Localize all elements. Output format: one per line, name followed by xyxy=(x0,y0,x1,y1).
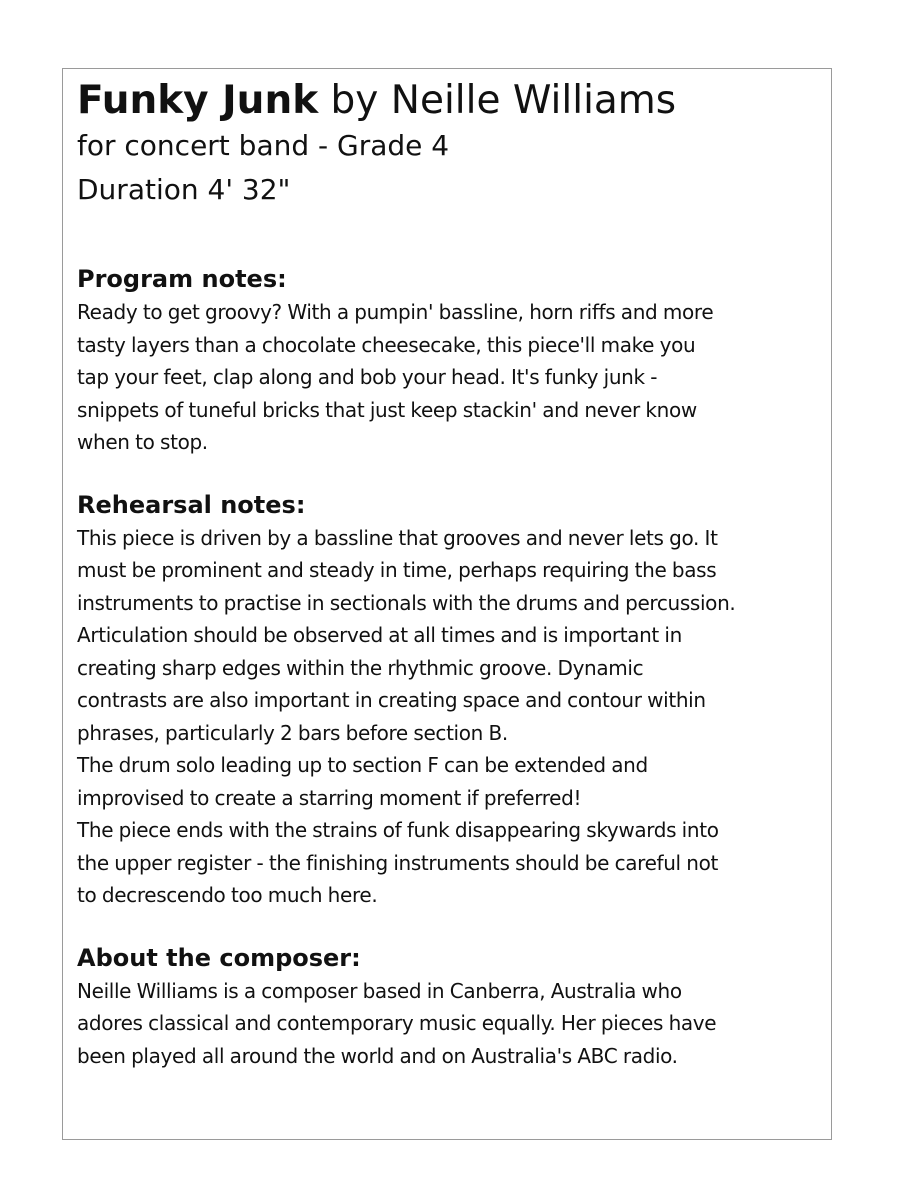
rehearsal-notes-section xyxy=(77,488,825,912)
rehearsal-notes-line: The piece ends with the strains of funk disappearing skywards into xyxy=(77,818,719,842)
about-composer-line: adores classical and contemporary music equally. Her pieces have xyxy=(77,1011,717,1035)
program-notes-line: Ready to get groovy? With a pumpin' bassline, horn riffs and more xyxy=(77,300,714,324)
program-notes-line: tasty layers than a chocolate cheesecake, this piece'll make you xyxy=(77,332,696,357)
duration: Duration 4' 32" xyxy=(77,173,291,206)
program-notes-section xyxy=(77,262,825,459)
program-notes-heading: Program notes: xyxy=(77,265,287,293)
rehearsal-notes-line: The drum solo leading up to section F can be extended and xyxy=(77,753,648,777)
rehearsal-notes-line: must be prominent and steady in time, perhaps requiring the bass xyxy=(77,558,717,582)
instrumentation-grade: for concert band - Grade 4 xyxy=(77,129,450,162)
rehearsal-notes-line: instruments to practise in sectionals with the drums and percussion. xyxy=(77,590,736,615)
about-composer-line: been played all around the world and on Australia's ABC radio. xyxy=(77,1043,678,1068)
rehearsal-notes-line: to decrescendo too much here. xyxy=(77,883,378,907)
about-composer-line: Neille Williams is a composer based in Canberra, Australia who xyxy=(77,978,682,1003)
rehearsal-notes-line: creating sharp edges within the rhythmic groove. Dynamic xyxy=(77,655,644,680)
rehearsal-notes-line: the upper register - the finishing instruments should be careful not xyxy=(77,850,718,875)
rehearsal-notes-heading: Rehearsal notes: xyxy=(77,490,306,519)
rehearsal-notes-line: phrases, particularly 2 bars before section B. xyxy=(77,720,508,745)
rehearsal-notes-line: improvised to create a starring moment if preferred! xyxy=(77,785,582,810)
program-notes-line: tap your feet, clap along and bob your head. It's funky junk - xyxy=(77,365,658,389)
rehearsal-notes-line: Articulation should be observed at all times and is important in xyxy=(77,623,682,647)
composer-credit: by Neille Williams xyxy=(318,78,677,123)
rehearsal-notes-line: contrasts are also important in creating space and contour within xyxy=(77,688,706,712)
document-content xyxy=(77,78,825,1072)
page-title xyxy=(77,78,825,124)
program-notes-line: when to stop. xyxy=(77,430,208,454)
program-notes-line: snippets of tuneful bricks that just keep stackin' and never know xyxy=(77,397,697,422)
about-composer-section xyxy=(77,941,825,1073)
about-composer-heading: About the composer: xyxy=(77,943,361,972)
rehearsal-notes-line: This piece is driven by a bassline that grooves and never lets go. It xyxy=(77,525,718,550)
piece-title: Funky Junk xyxy=(77,78,319,123)
